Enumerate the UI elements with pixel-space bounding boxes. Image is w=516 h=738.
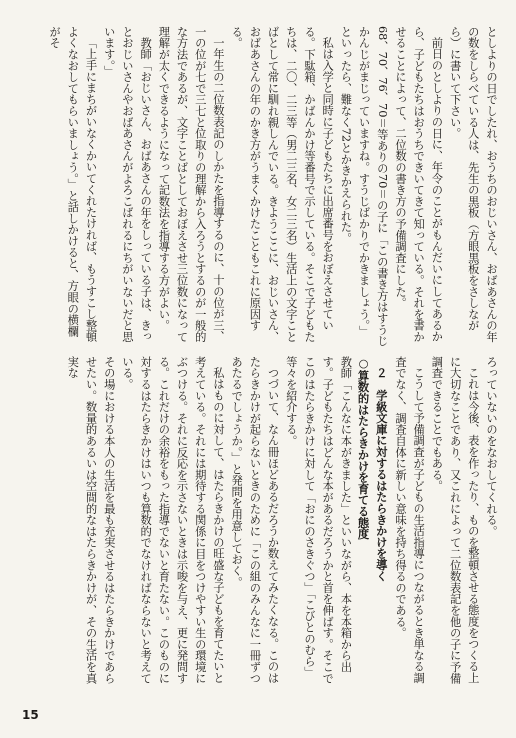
paragraph: その場における本人の生活を最も充実させるはたらきかけであらせたい。数量的あるいは空間的なはたらきかけが、その生活を真実な bbox=[66, 356, 116, 684]
paragraph: 一年生の二位数表記のしかたを指導するのに、十の位が三、一の位が七で三七と位取りの理解から入ろうとするのが一般的な方法であるが、文字ことばとしておぼえさせ三位数になって理解が太くできるようになって記数法を指導する方がよい。 bbox=[157, 26, 225, 343]
subheading: ○算数的はたらきかけを育てる態度 bbox=[356, 356, 371, 540]
upper-text-block bbox=[22, 26, 500, 348]
lower-text-block bbox=[22, 356, 500, 694]
paragraph: 教師「おじいさん、おばあさんの年をしっている子は、きっとおじいさんやおばあさんがよろこばれるにちがいないだと思います。」 bbox=[102, 26, 153, 343]
paragraph: 「上手にまちがいなくかいてくれたければ、もうすこし整頓よくなおしてもらいましょう。」と話しかけると、方眼の横欄がそ bbox=[48, 26, 98, 343]
paragraph: としよりの日でしたれ、おうちのおじいさん、おばあさんの年の数をしらべている人は、先生の黒板（方眼黒板をさしながら）に書いて下さい。 bbox=[448, 26, 498, 343]
paragraph: 68、70、76、70＝等ありの70＝の子に「この書き方はすうじかんじがまじっていますね。すうじばかりでかきましょう。」といったら、難なく72とかきかえられた。 bbox=[339, 26, 389, 347]
page-number: 15 bbox=[22, 708, 39, 722]
paragraph: 私はものに対して、はたらきかけの旺盛な子どもを育てたいと考えている。それには期待する関係に目をつけやすい生の環境にぶつける。それに反応を示さないときは示唆を与え、更に発問する。これだけの余裕をもった指導でないと育たない。このものに対するはたらきかけはいつも算数的でなければならないと考えている。 bbox=[120, 356, 225, 684]
paragraph: 前日のとしよりの日に、年令のことがもんだいにしてあるから、子どもたちはおうちできいてきて知っている。それを書かせることによって、二位数の書き方の予備調査にした。 bbox=[393, 26, 444, 343]
paragraph: つづいて、なん冊ほどあるだろうか数えてみたくなる。このはたらきかけが起らないときのために「この組のみんなに一冊ずつあたるでしょうか。」と発問を用意しておく。 bbox=[230, 356, 280, 684]
paragraph: 教師「こんなに本がきました」といいながら、本を本箱から出す。子どもたちはどんな本があるだろうかと首を伸ばす。そこでこのはたらきかけに対して「おにのさきぐつ」「こびとのむら」等々を紹介する。 bbox=[284, 356, 353, 684]
paragraph: ろっていないのをなおしてくれる。 bbox=[485, 356, 498, 537]
paragraph: これは今後、表を作ったり、ものを整頓させる態度をつくる上に大切なことであり、又これによって二位数表記を他の子に予備調査できることでもある。 bbox=[430, 356, 480, 684]
paragraph: 私は入学と同時に子どもたちに出席番号をおぼえさせている。下駄箱、かばんかけ等番号で示している。そこで子どもたちは、二〇、二三等（男二三名、女二三名）生活上の文字ことばとして常に馴れ親しんでいる。きようここに、おじいさん、おばあさんの年のかき方がうまくかけたこともこれに原因する。 bbox=[230, 26, 335, 343]
section-heading: ２ 学級文庫に対するはたらきかけを導く bbox=[374, 367, 389, 582]
paragraph: こうして予備調査が子どもの生活指導につながるとき単なる調査でなく、調査自体に新しい意味を持ち得るのである。 bbox=[393, 356, 426, 684]
